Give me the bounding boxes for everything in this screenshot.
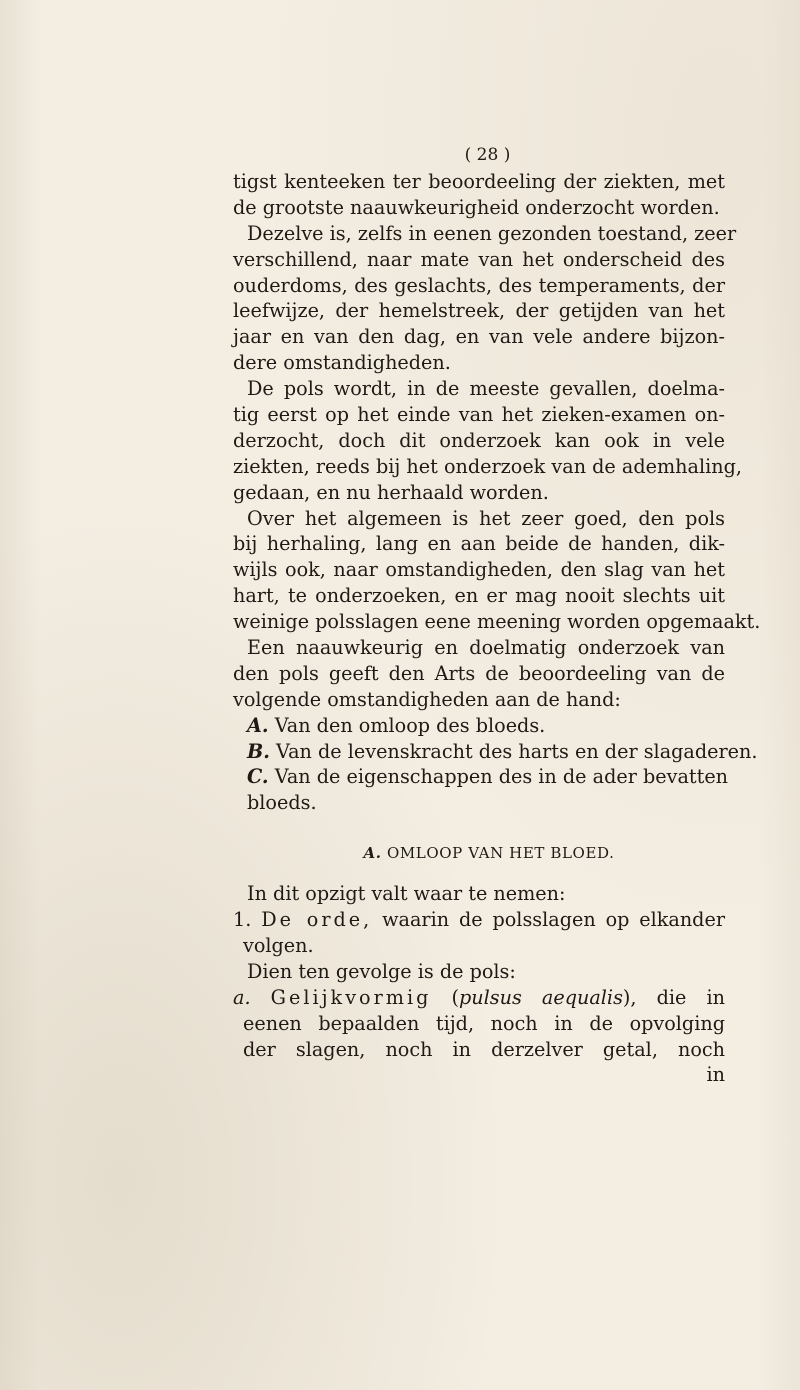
text-line: der slagen, noch in derzelver getal, noch bbox=[243, 1037, 725, 1061]
item-text: waarin de polsslagen op elkander bbox=[372, 908, 725, 932]
item-number: 1. bbox=[233, 908, 252, 932]
paragraph bbox=[233, 506, 761, 635]
list-letter: C. bbox=[247, 765, 269, 789]
text-line: wijls ook, naar omstandigheden, den slag van het bbox=[233, 558, 725, 582]
catchword: in bbox=[706, 1063, 725, 1087]
text-line: derzocht, doch dit onderzoek kan ook in vele bbox=[233, 428, 725, 452]
text-line bbox=[233, 985, 725, 1011]
text-line: De pols wordt, in de meeste gevallen, doelma- bbox=[247, 377, 725, 401]
item-text: ( bbox=[431, 985, 459, 1009]
list-text: Van den omloop des bloeds. bbox=[274, 713, 546, 737]
list-item-a bbox=[233, 713, 725, 739]
list-letter: A. bbox=[247, 713, 269, 737]
text-line: volgende omstandigheden aan de hand: bbox=[233, 687, 621, 711]
text-line: weinige polsslagen eene meening worden opgemaakt. bbox=[233, 610, 761, 634]
text-line: Een naauwkeurig en doelmatig onderzoek van bbox=[247, 636, 725, 660]
text-line: ouderdoms, des geslachts, des temperaments, der bbox=[233, 273, 725, 297]
text-line: dere omstandigheden. bbox=[233, 351, 451, 375]
text-line: jaar en van den dag, en van vele andere bijzon- bbox=[233, 325, 725, 349]
sub-item-a bbox=[233, 985, 725, 1089]
spacer bbox=[233, 816, 725, 841]
paragraph bbox=[233, 169, 725, 221]
paragraph: In dit opzigt valt waar te nemen: bbox=[247, 882, 566, 906]
paragraph bbox=[233, 376, 742, 505]
text-line: bij herhaling, lang en aan beide de handen, dik- bbox=[233, 532, 725, 556]
text-line: Dezelve is, zelfs in eenen gezonden toestand, zeer bbox=[247, 221, 737, 245]
paragraph bbox=[233, 221, 737, 376]
text-line: tigst kenteeken ter beoordeeling der ziekten, met bbox=[233, 170, 725, 193]
text-line: de grootste naauwkeurigheid onderzocht worden. bbox=[233, 195, 720, 219]
item-letter: a. bbox=[233, 985, 251, 1009]
enumerated-list bbox=[233, 713, 758, 817]
section-title: OMLOOP VAN HET BLOED. bbox=[386, 844, 615, 863]
page-number: ( 28 ) bbox=[464, 145, 511, 165]
section-letter: A. bbox=[363, 844, 382, 863]
spaced-term: Gelijkvormig bbox=[270, 985, 432, 1009]
list-text: Van de eigenschappen des in de ader bevatten bbox=[274, 765, 729, 789]
page-text bbox=[233, 142, 761, 1088]
text-line: verschillend, naar mate van het onderscheid des bbox=[233, 247, 725, 271]
list-letter: B. bbox=[247, 739, 270, 763]
list-item-c bbox=[233, 764, 729, 790]
text-line: den pols geeft den Arts de beoordeeling van de bbox=[233, 661, 725, 685]
spaced-term: De orde, bbox=[261, 908, 373, 932]
text-line: gedaan, en nu herhaald worden. bbox=[233, 480, 549, 504]
latin-term: pulsus aequalis bbox=[458, 985, 623, 1009]
text-line: eenen bepaalden tijd, noch in de opvolging bbox=[243, 1011, 725, 1035]
text-line: Over het algemeen is het zeer goed, den pols bbox=[247, 506, 725, 530]
text-line: tig eerst op het einde van het zieken-examen on- bbox=[233, 403, 725, 427]
list-text: Van de levenskracht des harts en der slagaderen. bbox=[276, 739, 758, 763]
text-line: leefwijze, der hemelstreek, der getijden van het bbox=[233, 299, 725, 323]
text-line: ziekten, reeds bij het onderzoek van de ademhaling, bbox=[233, 454, 742, 478]
numbered-item bbox=[233, 907, 725, 959]
text-line: volgen. bbox=[243, 933, 314, 957]
spacer bbox=[233, 867, 725, 881]
item-text: ), die in bbox=[622, 985, 725, 1009]
text-line bbox=[233, 907, 725, 933]
section-heading bbox=[233, 841, 725, 867]
paragraph bbox=[233, 635, 725, 713]
list-item-b bbox=[233, 739, 758, 765]
text-line: bloeds. bbox=[247, 791, 317, 815]
text-line: hart, te onderzoeken, en er mag nooit slechts uit bbox=[233, 584, 725, 608]
paragraph: Dien ten gevolge is de pols: bbox=[247, 959, 516, 983]
